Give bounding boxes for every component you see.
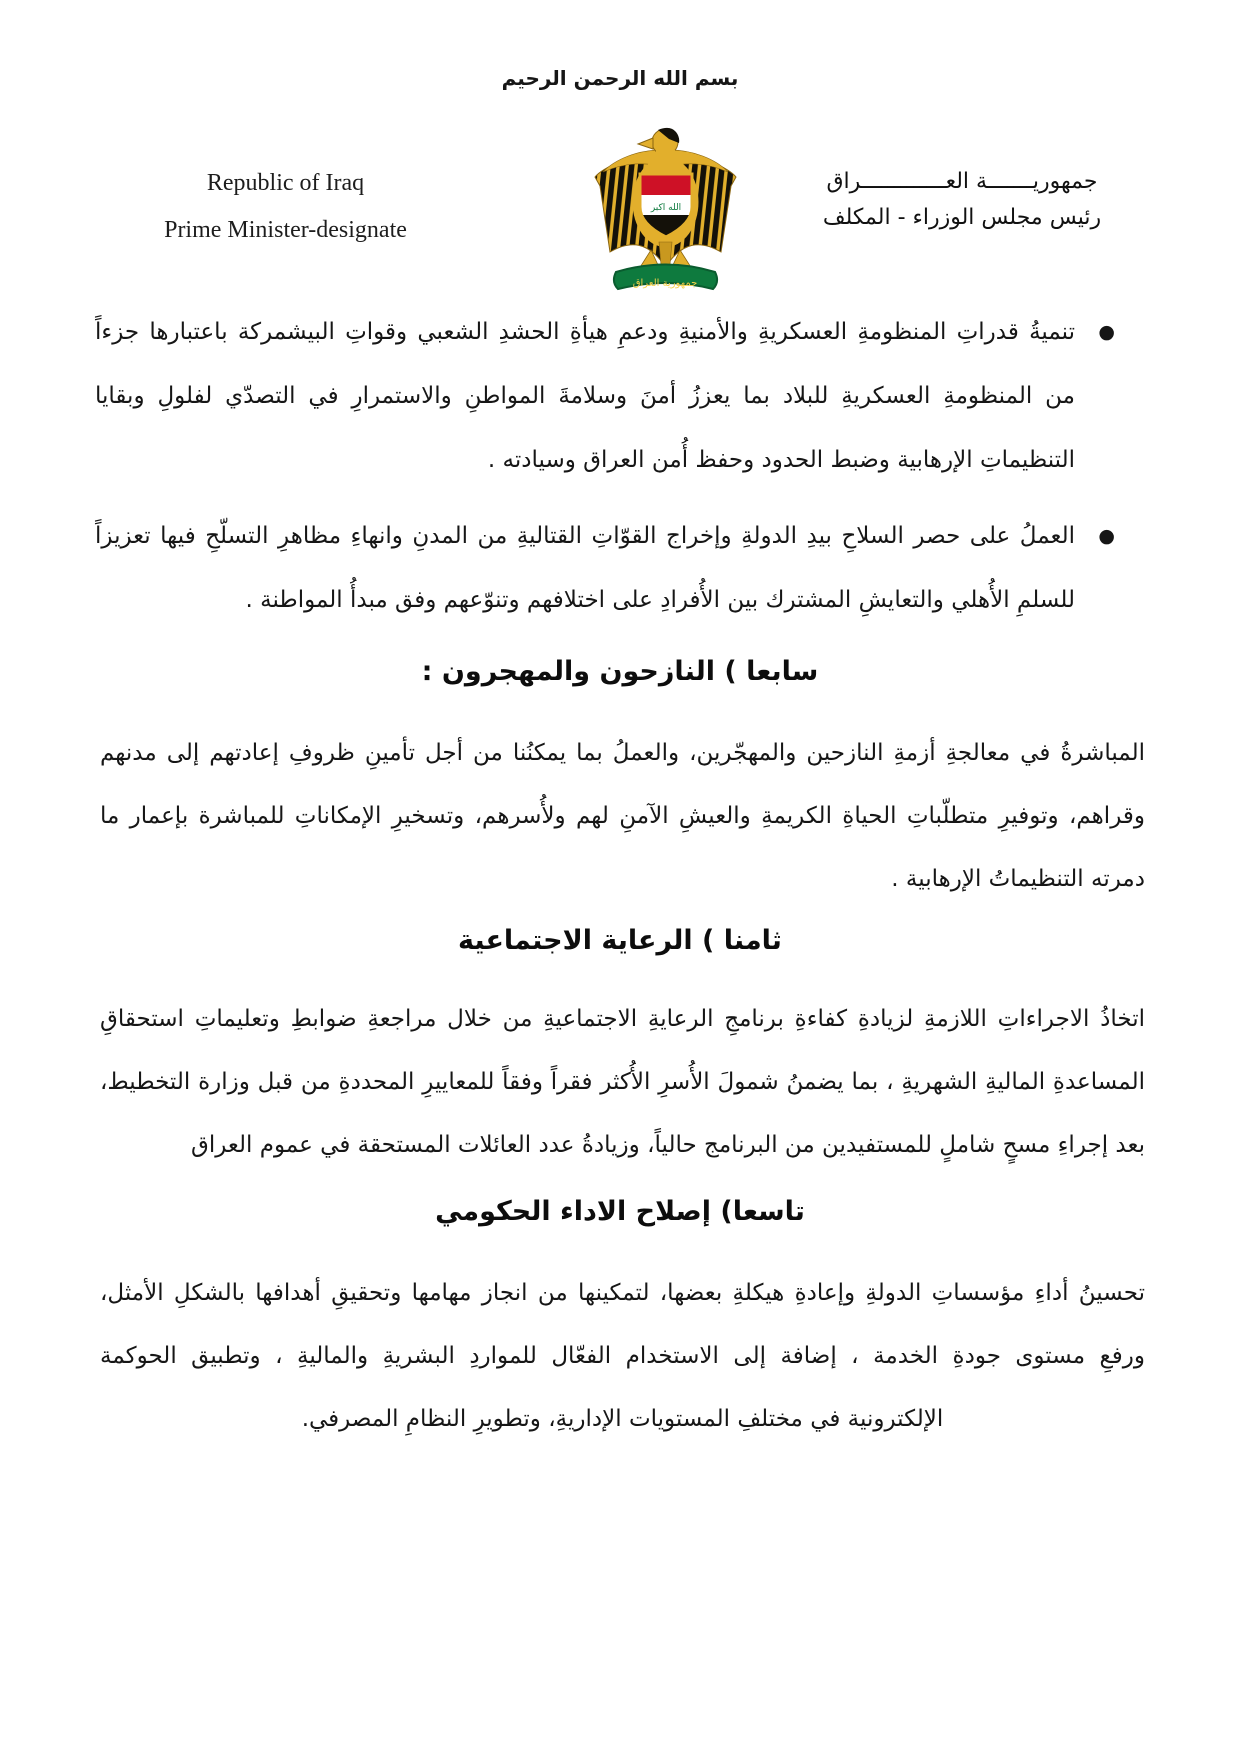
letterhead-english	[148, 160, 423, 254]
bullet-dot-icon: ●	[1098, 525, 1115, 547]
letterhead-english-line2: Prime Minister-designate	[164, 217, 407, 243]
heading-eighth-social-care: ثامنا ) الرعاية الاجتماعية	[458, 925, 782, 956]
heading-ninth-government-reform: تاسعا) إصلاح الاداء الحكومي	[435, 1196, 805, 1227]
iraq-coat-of-arms-icon	[588, 124, 743, 302]
letterhead-english-line1: Republic of Iraq	[206, 170, 365, 196]
heading-seventh-displaced: سابعا ) النازحون والمهجرون :	[421, 656, 819, 687]
paragraph-eighth-social-care: اتخاذُ الاجراءاتِ اللازمةِ لزيادةِ كفاءةِ برنامجِ الرعايةِ الاجتماعيةِ من خلال مراجعةِ ضوابطِ وتعليماتِ استحقاقِ المساعدةِ الماليةِ الشهريةِ ، بما يضمنُ شمولَ الأُسرِ الأُكثر فقراً وفقاً للمعاييرِ المحددةِ من قبل وزارة التخطيط، بعد إجراءِ مسحٍ شاملٍ للمستفيدين من البرنامج حالياً، وزيادةُ عدد العائلات المستحقة في عموم العراق	[100, 1006, 1145, 1158]
paragraph-ninth-government-reform: تحسينُ أداءِ مؤسساتِ الدولةِ وإعادةِ هيكلةِ بعضها، لتمكينها من انجاز مهامها وتحقيقِ أهدافها بالشكلِ الأمثل، ورفعِ مستوى جودةِ الخدمة ، إضافة إلى الاستخدام الفعّال للمواردِ البشريةِ والماليةِ ، وتطبيق الحوكمة الإلكترونية في مختلفِ المستويات الإداريةِ، وتطويرِ النظامِ المصرفي.	[100, 1280, 1145, 1432]
basmala-text: بسم الله الرحمن الرحيم	[501, 66, 739, 90]
bullet-item-weapons-text: العملُ على حصر السلاحِ بيدِ الدولةِ وإخراج القوّاتِ القتاليةِ من المدنِ وانهاءِ مظاهرِ التسلّحِ فيها تعزيزاً للسلمِ الأُهلي والتعايشِ المشترك بين الأُفرادِ على اختلافهم وتنوّعهم وفق مبدأُ المواطنة .	[95, 523, 1075, 613]
shield-takbir-text: الله اكبر	[650, 203, 682, 213]
paragraph-seventh-displaced: المباشرةُ في معالجةِ أزمةِ النازحين والمهجّرين، والعملُ بما يمكنُنا من أجل تأمينِ ظروفِ إعادتهم إلى مدنهم وقراهم، وتوفيرِ متطلّباتِ الحياةِ الكريمةِ والعيشِ الآمنِ لهم ولأُسرهم، وتسخيرِ الإمكاناتِ للمباشرة بإعمار ما دمرته التنظيماتُ الإرهابية .	[100, 740, 1145, 892]
bullet-item-weapons	[95, 504, 1135, 632]
bullet-item-military	[95, 300, 1135, 492]
letterhead-arabic-line2: رئيس مجلس الوزراء - المكلف	[822, 205, 1102, 230]
letterhead-arabic	[812, 164, 1112, 236]
bullet-dot-icon: ●	[1098, 321, 1115, 343]
letterhead-arabic-line1: جمهوريـــــــة العـــــــــــــراق	[826, 169, 1098, 194]
banner-republic-text: جمهورية العراق	[632, 278, 698, 289]
bullet-item-military-text: تنميةُ قدراتِ المنظومةِ العسكريةِ والأمنيةِ ودعمِ هيأةِ الحشدِ الشعبي وقواتِ البيشمركة باعتبارها جزءاً من المنظومةِ العسكريةِ للبلاد بما يعززُ أمنَ وسلامةَ المواطنِ والاستمرارِ في التصدّي لفلولِ وبقايا التنظيماتِ الإرهابية وضبط الحدود وحفظ أُمن العراق وسيادته .	[95, 319, 1075, 473]
bullet-list	[95, 300, 1135, 644]
